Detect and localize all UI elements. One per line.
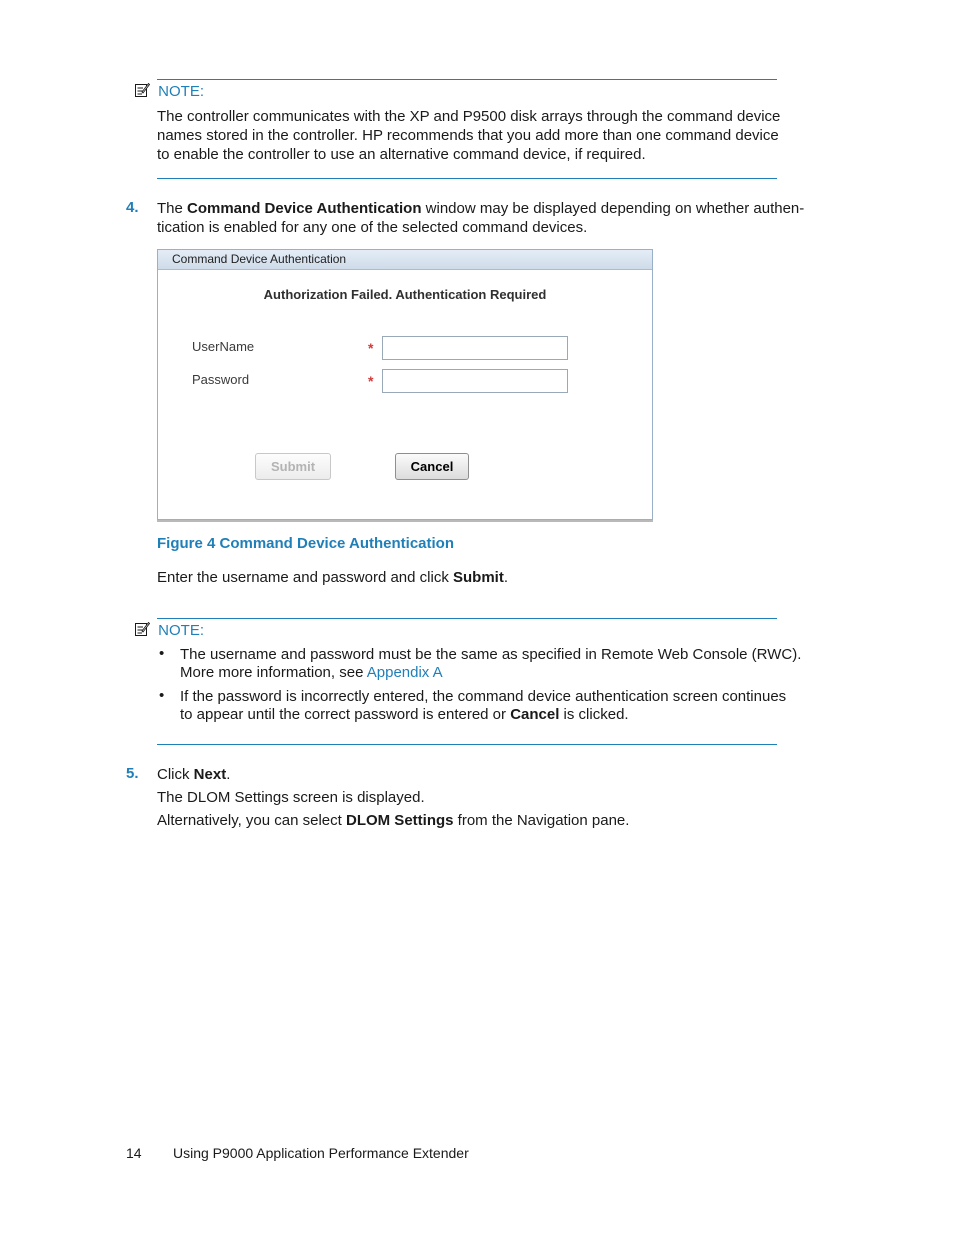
note1-heading (134, 82, 204, 101)
note2-bullet-2-marker: • (159, 687, 165, 704)
note1-line-1: The controller communicates with the XP and P9500 disk arrays through the command device (157, 108, 781, 125)
note1-line-3: to enable the controller to use an alternative command device, if required. (157, 146, 646, 163)
step5-number: 5. (126, 765, 139, 782)
note1-heading-text: NOTE: (158, 83, 205, 100)
username-input[interactable] (382, 336, 568, 360)
footer-title: Using P9000 Application Performance Extender (173, 1145, 469, 1161)
cancel-button[interactable]: Cancel (395, 453, 469, 480)
note2-heading-text: NOTE: (158, 622, 205, 639)
step5-line-3-post: from the Navigation pane. (453, 812, 630, 829)
dialog-message: Authorization Failed. Authentication Required (263, 287, 547, 302)
note2-heading (134, 621, 204, 640)
note2-bullet-1-line-2-pre: More more information, see (180, 664, 367, 681)
note2-bullet-1-line-2 (180, 663, 443, 682)
dialog-title: Command Device Authentication (158, 250, 652, 270)
step5-line-3-bold: DLOM Settings (345, 812, 454, 829)
step5-line-1-post: . (226, 766, 231, 783)
step5-line-1-pre: Click (157, 766, 194, 783)
step5-line-1 (157, 765, 230, 784)
step4-line-1 (157, 199, 804, 218)
instruction-text (157, 568, 508, 587)
footer-page-number: 14 (126, 1145, 142, 1161)
auth-dialog (157, 249, 653, 520)
step4-line-1-post: window may be displayed depending on whether authen- (421, 200, 805, 217)
note1-bottom-rule (157, 178, 777, 179)
password-label: Password (192, 372, 250, 387)
note2-bullet-2-line-2-bold: Cancel (510, 706, 560, 723)
password-input[interactable] (382, 369, 568, 393)
figure-caption: Figure 4 Command Device Authentication (157, 535, 454, 552)
step5-line-3 (157, 811, 629, 830)
note-icon (134, 82, 150, 98)
instruction-bold: Submit (453, 569, 504, 586)
note-icon (134, 621, 150, 637)
note2-bottom-rule (157, 744, 777, 745)
step5-line-2: The DLOM Settings screen is displayed. (157, 789, 425, 806)
instruction-pre: Enter the username and password and click (157, 569, 453, 586)
note2-bullet-2-line-1: If the password is incorrectly entered, the command device authentication screen continues (180, 688, 787, 705)
note2-bullet-2-line-2-post: is clicked. (559, 706, 629, 723)
step5-line-3-pre: Alternatively, you can select (157, 812, 346, 829)
step4-line-2: tication is enabled for any one of the selected command devices. (157, 219, 588, 236)
step4-number: 4. (126, 199, 139, 216)
note1-top-rule (157, 79, 777, 80)
note1-line-2: names stored in the controller. HP recommends that you add more than one command device (157, 127, 779, 144)
note2-top-rule (157, 618, 777, 619)
note2-bullet-2-line-2 (180, 705, 629, 724)
submit-button[interactable]: Submit (255, 453, 331, 480)
appendix-a-link[interactable]: Appendix A (366, 664, 443, 681)
note2-bullet-2-line-2-pre: to appear until the correct password is entered or (180, 706, 511, 723)
password-required-marker: * (368, 373, 374, 389)
note2-bullet-1-line-1: The username and password must be the same as specified in Remote Web Console (RWC). (180, 646, 802, 663)
step5-line-1-bold: Next (193, 766, 227, 783)
note2-bullet-1-marker: • (159, 645, 165, 662)
step4-line-1-bold: Command Device Authentication (187, 200, 422, 217)
instruction-post: . (503, 569, 509, 586)
username-label: UserName (192, 339, 255, 354)
step4-line-1-pre: The (157, 200, 188, 217)
username-required-marker: * (368, 340, 374, 356)
